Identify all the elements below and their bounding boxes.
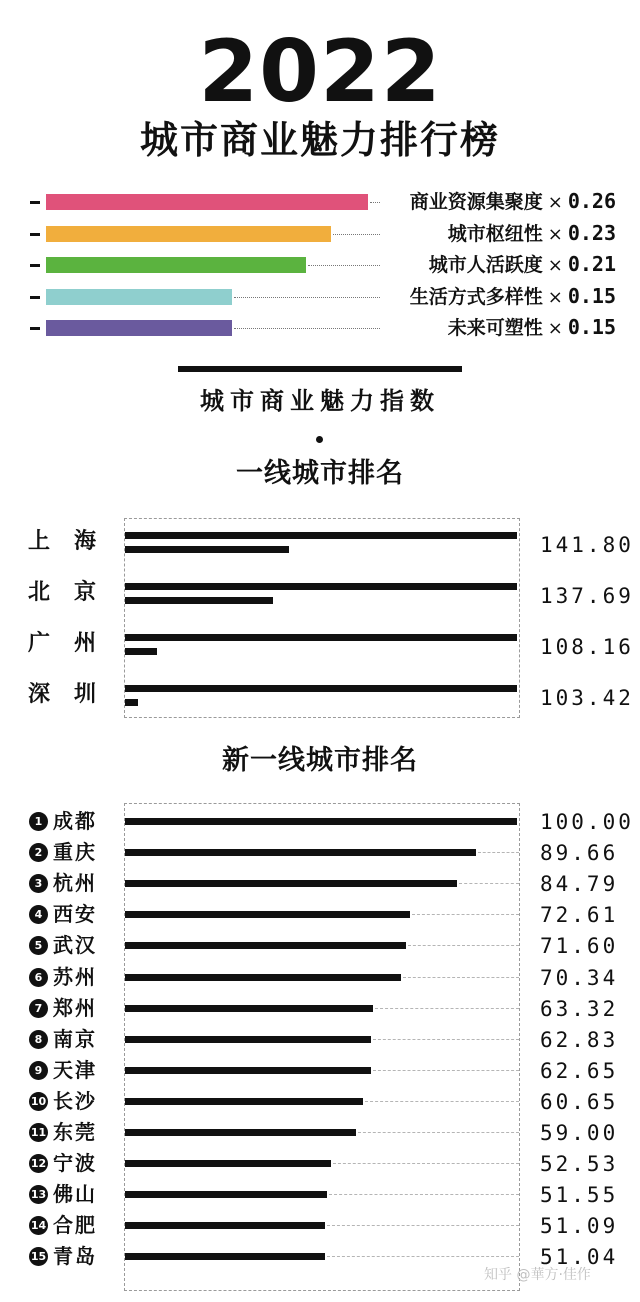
excess-bar	[125, 546, 289, 553]
excess-bar	[125, 648, 157, 655]
score-value: 108.16	[540, 635, 634, 659]
city-name: 上 海	[28, 529, 98, 554]
city-name: 长沙	[53, 1088, 97, 1113]
leader-line	[327, 1256, 519, 1257]
rank-badge: 6	[29, 968, 48, 987]
city-name: 郑州	[53, 995, 97, 1020]
new-first-tier-frame	[124, 803, 520, 1291]
city-name: 南京	[53, 1026, 97, 1051]
rank-badge: 1	[29, 812, 48, 831]
score-bar	[125, 849, 476, 856]
score-value: 51.09	[540, 1214, 619, 1239]
weight-tick	[30, 233, 40, 236]
score-value: 89.66	[540, 841, 619, 866]
weight-bar	[46, 257, 306, 273]
score-value: 71.60	[540, 934, 619, 959]
times-sign: ×	[547, 255, 563, 276]
score-value: 72.61	[540, 903, 619, 928]
weight-value: 0.23	[567, 220, 616, 245]
rank-badge: 5	[29, 936, 48, 955]
weight-bar	[46, 320, 232, 336]
score-bar	[125, 1067, 371, 1074]
first-tier-title: 一线城市排名	[236, 458, 404, 489]
rank-badge: 12	[29, 1154, 48, 1173]
city-name: 合肥	[53, 1213, 97, 1238]
weight-value: 0.15	[567, 283, 616, 308]
weight-leader	[308, 265, 380, 266]
weight-bar	[46, 226, 331, 242]
rank-badge: 14	[29, 1216, 48, 1235]
times-sign: ×	[547, 286, 563, 308]
weight-label-row	[445, 315, 616, 341]
weight-label: 商业资源集聚度	[409, 191, 543, 213]
weight-leader	[333, 234, 380, 235]
weight-value: 0.26	[567, 189, 616, 213]
score-value: 59.00	[540, 1121, 619, 1145]
score-value: 51.04	[540, 1245, 619, 1270]
times-sign: ×	[547, 192, 563, 213]
city-name: 北 京	[28, 580, 98, 605]
leader-line	[373, 1039, 519, 1040]
rank-badge: 8	[29, 1030, 48, 1049]
weight-leader	[234, 297, 380, 298]
weight-bar	[46, 194, 368, 210]
leader-line	[329, 1194, 519, 1195]
rank-badge: 10	[29, 1092, 48, 1111]
weight-tick	[30, 327, 40, 330]
leader-line	[478, 852, 519, 853]
leader-line	[365, 1101, 519, 1102]
score-bar	[125, 880, 457, 887]
watermark: 知乎 @華方·佳作	[484, 1267, 591, 1283]
times-sign: ×	[547, 223, 563, 245]
city-name: 苏州	[53, 964, 97, 989]
city-name: 宁波	[53, 1151, 97, 1176]
weight-label-row	[445, 221, 616, 247]
rank-badge: 4	[29, 905, 48, 924]
leader-line	[412, 914, 519, 915]
city-name: 青岛	[53, 1244, 97, 1269]
score-value: 62.83	[540, 1027, 619, 1052]
score-bar	[125, 818, 517, 825]
weight-label-row	[407, 189, 616, 215]
new-first-tier-title: 新一线城市排名	[222, 745, 418, 776]
leader-line	[373, 1070, 519, 1071]
weight-value: 0.21	[567, 252, 616, 276]
city-name: 佛山	[53, 1182, 97, 1207]
section-divider	[178, 366, 462, 372]
index-title: 城市商业魅力指数	[200, 387, 440, 415]
score-value: 103.42	[540, 686, 634, 710]
score-bar	[125, 532, 517, 539]
weight-tick	[30, 201, 40, 204]
score-bar	[125, 942, 406, 949]
rank-badge: 15	[29, 1247, 48, 1266]
score-value: 70.34	[540, 965, 619, 990]
rank-badge: 9	[29, 1061, 48, 1080]
score-bar	[125, 1222, 325, 1229]
rank-badge: 13	[29, 1185, 48, 1204]
leader-line	[459, 883, 519, 884]
weight-label-row	[426, 252, 616, 278]
weight-tick	[30, 296, 40, 299]
year-heading: 2022	[198, 22, 442, 122]
city-name: 重庆	[53, 840, 97, 865]
city-name: 东莞	[53, 1120, 97, 1144]
weight-bar	[46, 289, 232, 305]
weight-label: 生活方式多样性	[409, 285, 543, 308]
score-bar	[125, 1005, 373, 1012]
city-name: 成都	[53, 809, 97, 833]
score-value: 141.80	[540, 533, 634, 557]
leader-line	[408, 945, 519, 946]
leader-line	[327, 1225, 519, 1226]
score-value: 60.65	[540, 1089, 619, 1114]
weight-leader	[370, 202, 380, 203]
score-bar	[125, 1098, 363, 1105]
score-bar	[125, 911, 410, 918]
score-value: 63.32	[540, 996, 619, 1021]
score-bar	[125, 1253, 325, 1260]
score-value: 100.00	[540, 810, 634, 834]
leader-line	[403, 977, 519, 978]
score-value: 51.55	[540, 1183, 619, 1208]
city-name: 广 州	[28, 631, 98, 656]
score-bar	[125, 583, 517, 590]
weight-label: 城市枢纽性	[447, 222, 543, 245]
rank-badge: 7	[29, 999, 48, 1018]
score-value: 137.69	[540, 584, 634, 608]
leader-line	[333, 1163, 519, 1164]
city-name: 武汉	[53, 933, 97, 958]
city-name: 天津	[53, 1057, 97, 1082]
score-bar	[125, 634, 517, 641]
city-name: 西安	[53, 902, 97, 927]
rank-badge: 11	[29, 1123, 48, 1142]
score-bar	[125, 1191, 327, 1198]
score-bar	[125, 1036, 371, 1043]
score-value: 52.53	[540, 1152, 619, 1177]
score-bar	[125, 1129, 356, 1136]
rank-badge: 2	[29, 843, 48, 862]
excess-bar	[125, 699, 138, 706]
city-name: 杭州	[53, 871, 97, 896]
weight-tick	[30, 264, 40, 267]
page-title: 城市商业魅力排行榜	[139, 118, 500, 162]
leader-line	[358, 1132, 519, 1133]
times-sign: ×	[547, 318, 563, 339]
rank-badge: 3	[29, 874, 48, 893]
score-value: 84.79	[540, 872, 619, 897]
score-bar	[125, 974, 401, 981]
bullet-dot	[316, 436, 323, 443]
weight-value: 0.15	[567, 315, 616, 339]
weight-label-row	[407, 284, 616, 310]
weight-label: 城市人活跃度	[428, 254, 543, 276]
weight-label: 未来可塑性	[447, 317, 543, 339]
leader-line	[375, 1008, 519, 1009]
city-name: 深 圳	[28, 682, 98, 707]
excess-bar	[125, 597, 273, 604]
weight-leader	[234, 328, 380, 329]
score-bar	[125, 1160, 331, 1167]
score-bar	[125, 685, 517, 692]
score-value: 62.65	[540, 1058, 619, 1083]
